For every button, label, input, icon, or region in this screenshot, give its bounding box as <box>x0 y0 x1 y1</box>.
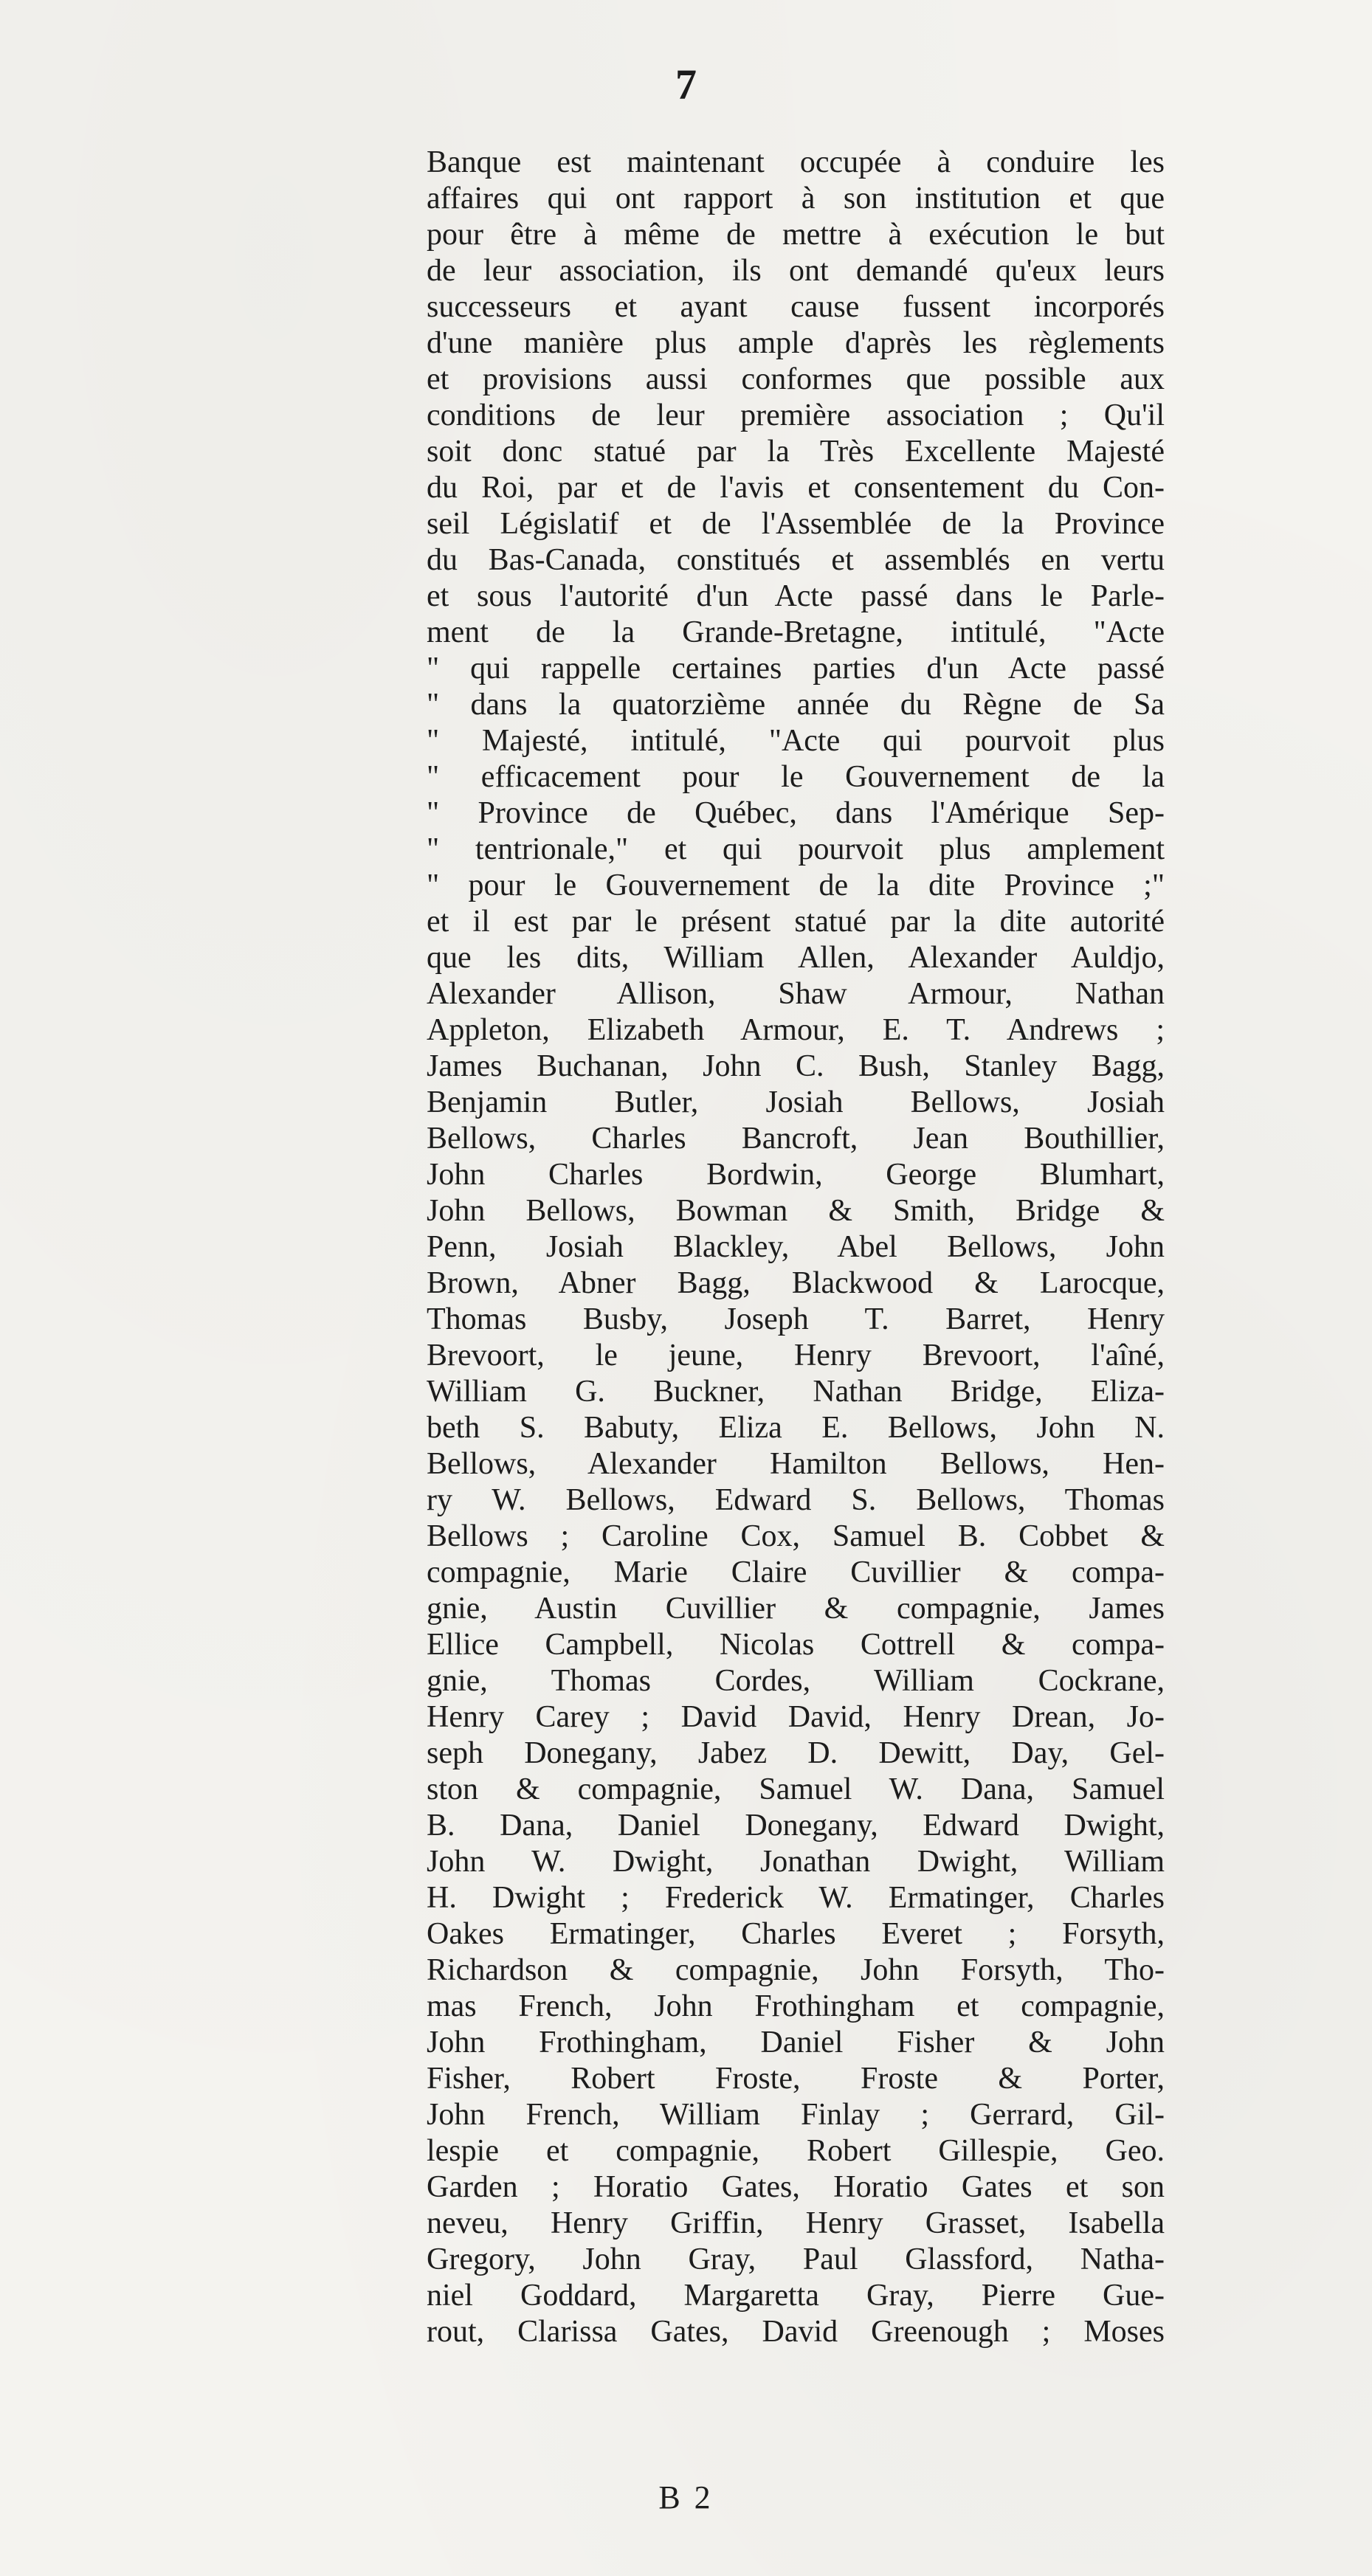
text-line: Penn, Josiah Blackley, Abel Bellows, John <box>427 1230 1165 1264</box>
text-line: et sous l'autorité d'un Acte passé dans le Parle- <box>427 579 1165 613</box>
text-line: Ellice Campbell, Nicolas Cottrell & compa- <box>427 1628 1165 1662</box>
text-line: John French, William Finlay ; Gerrard, Gil- <box>427 2098 1165 2132</box>
body-text <box>427 145 1165 2350</box>
text-line: Banque est maintenant occupée à conduire les <box>427 145 1165 179</box>
text-line: H. Dwight ; Frederick W. Ermatinger, Charles <box>427 1881 1165 1915</box>
text-line: B. Dana, Daniel Donegany, Edward Dwight, <box>427 1809 1165 1843</box>
text-line: Benjamin Butler, Josiah Bellows, Josiah <box>427 1085 1165 1119</box>
text-line: gnie, Austin Cuvillier & compagnie, James <box>427 1592 1165 1626</box>
text-line: conditions de leur première association ; Qu'il <box>427 398 1165 432</box>
text-line: Bellows, Alexander Hamilton Bellows, Hen- <box>427 1447 1165 1481</box>
text-line: Bellows, Charles Bancroft, Jean Bouthillier, <box>427 1122 1165 1156</box>
text-line: ry W. Bellows, Edward S. Bellows, Thomas <box>427 1483 1165 1517</box>
text-line: John Frothingham, Daniel Fisher & John <box>427 2026 1165 2059</box>
text-line: John W. Dwight, Jonathan Dwight, William <box>427 1845 1165 1879</box>
text-line: " efficacement pour le Gouvernement de la <box>427 760 1165 794</box>
signature-mark: B 2 <box>658 2479 714 2515</box>
text-line: " dans la quatorzième année du Règne de Sa <box>427 688 1165 722</box>
text-line: Alexander Allison, Shaw Armour, Nathan <box>427 977 1165 1011</box>
text-line: Bellows ; Caroline Cox, Samuel B. Cobbet & <box>427 1519 1165 1553</box>
text-line: Fisher, Robert Froste, Froste & Porter, <box>427 2062 1165 2096</box>
text-line: William G. Buckner, Nathan Bridge, Eliza- <box>427 1375 1165 1409</box>
text-line: affaires qui ont rapport à son institution et que <box>427 182 1165 215</box>
text-line: soit donc statué par la Très Excellente Majesté <box>427 435 1165 469</box>
text-line: Oakes Ermatinger, Charles Everet ; Forsyth, <box>427 1917 1165 1951</box>
text-line: que les dits, William Allen, Alexander Auldjo, <box>427 941 1165 975</box>
text-line: seph Donegany, Jabez D. Dewitt, Day, Gel- <box>427 1736 1165 1770</box>
text-line: d'une manière plus ample d'après les règlements <box>427 326 1165 360</box>
text-line: " Majesté, intitulé, "Acte qui pourvoit plus <box>427 724 1165 758</box>
page-number: 7 <box>675 61 697 108</box>
text-line: beth S. Babuty, Eliza E. Bellows, John N. <box>427 1411 1165 1445</box>
text-line: du Roi, par et de l'avis et consentement du Con- <box>427 471 1165 505</box>
text-line: James Buchanan, John C. Bush, Stanley Bagg, <box>427 1049 1165 1083</box>
text-line: et provisions aussi conformes que possible aux <box>427 362 1165 396</box>
text-line: du Bas-Canada, constitués et assemblés en vertu <box>427 543 1165 577</box>
text-line: " pour le Gouvernement de la dite Province ;" <box>427 869 1165 902</box>
text-line: Gregory, John Gray, Paul Glassford, Natha- <box>427 2242 1165 2276</box>
text-line: gnie, Thomas Cordes, William Cockrane, <box>427 1664 1165 1698</box>
text-line: John Charles Bordwin, George Blumhart, <box>427 1158 1165 1192</box>
text-line: lespie et compagnie, Robert Gillespie, Geo. <box>427 2134 1165 2168</box>
text-line: successeurs et ayant cause fussent incorporés <box>427 290 1165 324</box>
text-line: Brown, Abner Bagg, Blackwood & Larocque, <box>427 1266 1165 1300</box>
text-line: rout, Clarissa Gates, David Greenough ; Moses <box>427 2315 1165 2349</box>
text-line: seil Législatif et de l'Assemblée de la Province <box>427 507 1165 541</box>
text-line: Richardson & compagnie, John Forsyth, Tho- <box>427 1953 1165 1987</box>
text-line: niel Goddard, Margaretta Gray, Pierre Gue- <box>427 2279 1165 2313</box>
text-line: Henry Carey ; David David, Henry Drean, Jo- <box>427 1700 1165 1734</box>
text-line: de leur association, ils ont demandé qu'eux leurs <box>427 254 1165 288</box>
text-line: Thomas Busby, Joseph T. Barret, Henry <box>427 1302 1165 1336</box>
text-line: " qui rappelle certaines parties d'un Acte passé <box>427 652 1165 686</box>
text-line: ston & compagnie, Samuel W. Dana, Samuel <box>427 1772 1165 1806</box>
text-line: compagnie, Marie Claire Cuvillier & compa- <box>427 1555 1165 1589</box>
text-line: et il est par le présent statué par la dite autorité <box>427 905 1165 939</box>
text-line: ment de la Grande-Bretagne, intitulé, "Acte <box>427 615 1165 649</box>
text-line: Garden ; Horatio Gates, Horatio Gates et son <box>427 2170 1165 2204</box>
text-line: pour être à même de mettre à exécution le but <box>427 218 1165 252</box>
text-line: neveu, Henry Griffin, Henry Grasset, Isabella <box>427 2206 1165 2240</box>
text-line: Brevoort, le jeune, Henry Brevoort, l'aîné, <box>427 1339 1165 1372</box>
text-line: Appleton, Elizabeth Armour, E. T. Andrews ; <box>427 1013 1165 1047</box>
text-line: " Province de Québec, dans l'Amérique Sep- <box>427 796 1165 830</box>
text-line: " tentrionale," et qui pourvoit plus amplement <box>427 832 1165 866</box>
text-line: mas French, John Frothingham et compagnie, <box>427 1989 1165 2023</box>
text-line: John Bellows, Bowman & Smith, Bridge & <box>427 1194 1165 1228</box>
